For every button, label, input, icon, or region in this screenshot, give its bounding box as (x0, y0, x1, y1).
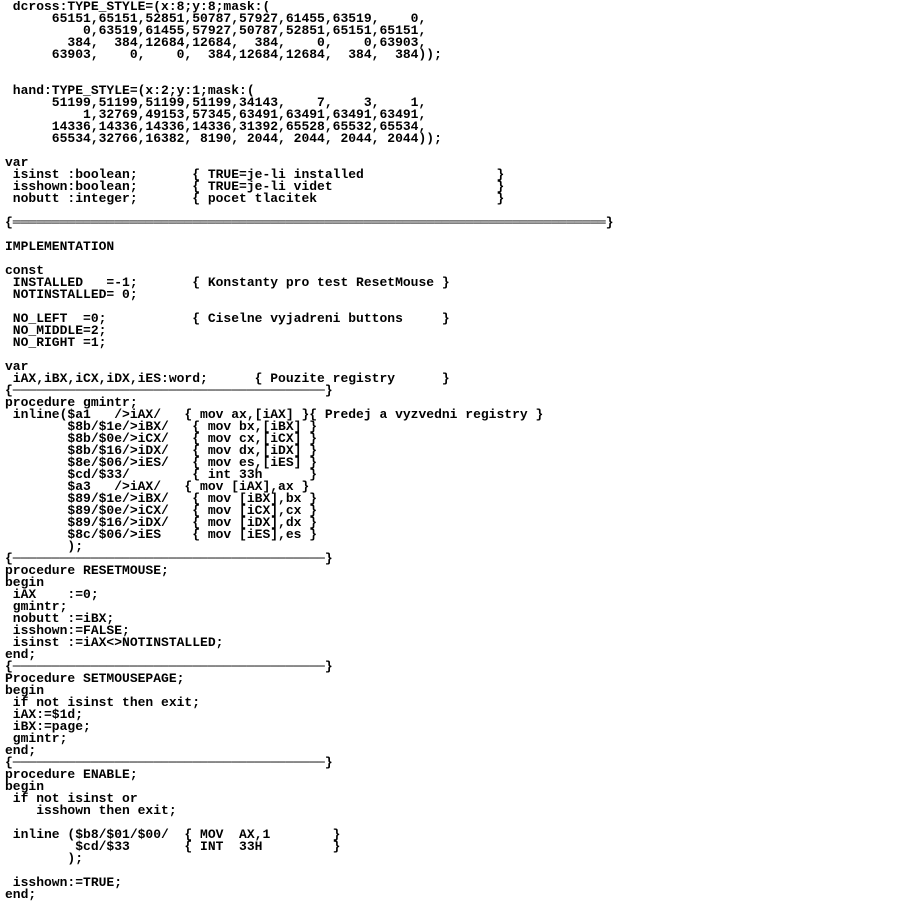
code-line (5, 229, 901, 241)
code-line: procedure ENABLE; (5, 767, 138, 782)
code-line: {────────────────────────────────────────} (5, 659, 333, 674)
code-line: nobutt :integer; { pocet tlacitek } (5, 191, 505, 206)
code-line: $a3 />iAX/ { mov [iAX],ax } (5, 479, 310, 494)
code-line: $8b/$0e/>iCX/ { mov cx,[iCX] } (5, 431, 318, 446)
code-line: end; (5, 887, 37, 902)
code-line: NOTINSTALLED= 0; (5, 287, 138, 302)
code-line: begin (5, 779, 45, 794)
code-line: $89/$16/>iDX/ { mov [iDX],dx } (5, 515, 318, 530)
source-code-listing (5, 1, 901, 907)
code-line: isshown then exit; (5, 803, 177, 818)
code-line: iBX:=page; (5, 719, 91, 734)
code-line: gmintr; (5, 599, 68, 614)
code-line: nobutt :=iBX; (5, 611, 115, 626)
code-line: isinst :boolean; { TRUE=je-li installed } (5, 167, 505, 182)
code-line: hand:TYPE_STYLE=(x:2;y:1;mask:( (5, 83, 255, 98)
code-line: iAX,iBX,iCX,iDX,iES:word; { Pouzite registry } (5, 371, 450, 386)
code-line: NO_MIDDLE=2; (5, 323, 107, 338)
code-line (5, 61, 901, 73)
code-line: $cd/$33 { INT 33H } (5, 839, 341, 854)
code-line: isinst :=iAX<>NOTINSTALLED; (5, 635, 224, 650)
code-line: iAX :=0; (5, 587, 99, 602)
code-line: procedure gmintr; (5, 395, 138, 410)
code-line: end; (5, 647, 37, 662)
code-line: Procedure SETMOUSEPAGE; (5, 671, 185, 686)
code-line: INSTALLED =-1; { Konstanty pro test ResetMouse } (5, 275, 450, 290)
code-line: {────────────────────────────────────────} (5, 383, 333, 398)
code-line: 65534,32766,16382, 8190, 2044, 2044, 2044, 2044)); (5, 131, 442, 146)
code-line: 14336,14336,14336,14336,31392,65528,65532,65534, (5, 119, 427, 134)
code-line: procedure RESETMOUSE; (5, 563, 169, 578)
code-line: isshown:=TRUE; (5, 875, 123, 890)
code-line: const (5, 263, 45, 278)
code-line: gmintr; (5, 731, 68, 746)
code-line: begin (5, 575, 45, 590)
code-line: 384, 384,12684,12684, 384, 0, 0,63903, (5, 35, 427, 50)
code-line: ); (5, 539, 84, 554)
code-line (5, 145, 901, 157)
code-line (5, 349, 901, 361)
code-line: var (5, 359, 29, 374)
code-line: $8c/$06/>iES { mov [iES],es } (5, 527, 318, 542)
code-line: end; (5, 743, 37, 758)
code-line: $cd/$33/ { int 33h } (5, 467, 318, 482)
code-line: ); (5, 851, 84, 866)
code-line: if not isinst or (5, 791, 138, 806)
code-line: var (5, 155, 29, 170)
code-line: NO_LEFT =0; { Ciselne vyjadreni buttons } (5, 311, 450, 326)
code-line: begin (5, 683, 45, 698)
code-line (5, 253, 901, 265)
code-line: dcross:TYPE_STYLE=(x:8;y:8;mask:( (5, 1, 271, 14)
code-line: $8b/$16/>iDX/ { mov dx,[iDX] } (5, 443, 318, 458)
code-line: $89/$0e/>iCX/ { mov [iCX],cx } (5, 503, 318, 518)
code-line: $89/$1e/>iBX/ { mov [iBX],bx } (5, 491, 318, 506)
code-line: IMPLEMENTATION (5, 239, 115, 254)
code-line: 65151,65151,52851,50787,57927,61455,63519, 0, (5, 11, 427, 26)
code-line: 51199,51199,51199,51199,34143, 7, 3, 1, (5, 95, 427, 110)
code-line: {────────────────────────────────────────} (5, 551, 333, 566)
code-line: isshown:=FALSE; (5, 623, 130, 638)
code-line: 63903, 0, 0, 384,12684,12684, 384, 384)); (5, 47, 442, 62)
code-line: inline ($b8/$01/$00/ { MOV AX,1 } (5, 827, 341, 842)
code-line: $8e/$06/>iES/ { mov es,[iES] } (5, 455, 318, 470)
code-line: iAX:=$1d; (5, 707, 84, 722)
code-line: 1,32769,49153,57345,63491,63491,63491,63491, (5, 107, 427, 122)
code-line: $8b/$1e/>iBX/ { mov bx,[iBX] } (5, 419, 318, 434)
code-line: inline($a1 />iAX/ { mov ax,[iAX] }{ Predej a vyzvedni registry } (5, 407, 544, 422)
code-line: isshown:boolean; { TRUE=je-li videt } (5, 179, 505, 194)
code-line: 0,63519,61455,57927,50787,52851,65151,65151, (5, 23, 427, 38)
code-line (5, 865, 901, 877)
code-line: {────────────────────────────────────────} (5, 755, 333, 770)
code-line: if not isinst then exit; (5, 695, 201, 710)
code-line: {════════════════════════════════════════════════════════════════════════════} (5, 215, 614, 230)
code-line: NO_RIGHT =1; (5, 335, 107, 350)
